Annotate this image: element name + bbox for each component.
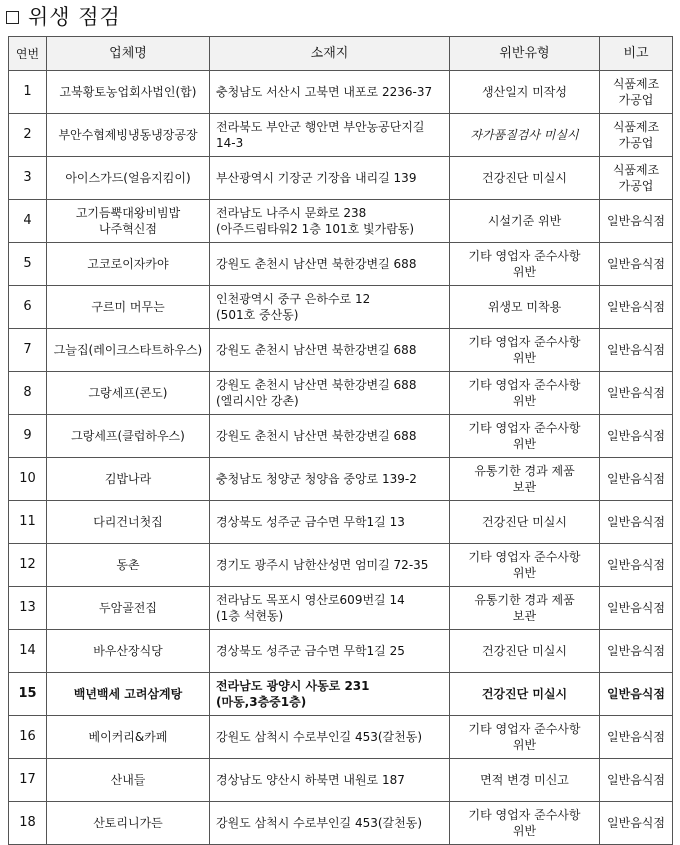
table-row — [9, 802, 673, 845]
cell-no: 2 — [9, 114, 47, 157]
header-name: 업체명 — [47, 37, 210, 71]
cell-address: 경상남도 양산시 하북면 내원로 187 — [210, 759, 450, 802]
cell-violation: 건강진단 미실시 — [450, 673, 600, 716]
cell-address: 경상북도 성주군 금수면 무학1길 13 — [210, 501, 450, 544]
cell-address: 인천광역시 중구 은하수로 12 (501호 중산동) — [210, 286, 450, 329]
cell-violation: 기타 영업자 준수사항 위반 — [450, 372, 600, 415]
cell-business-name: 백년백세 고려삼계탕 — [47, 673, 210, 716]
table-header-row — [9, 37, 673, 71]
cell-note: 일반음식점 — [600, 673, 673, 716]
cell-note: 일반음식점 — [600, 716, 673, 759]
cell-no: 9 — [9, 415, 47, 458]
cell-no: 5 — [9, 243, 47, 286]
cell-no: 8 — [9, 372, 47, 415]
cell-violation: 생산일지 미작성 — [450, 71, 600, 114]
cell-violation: 면적 변경 미신고 — [450, 759, 600, 802]
table-row — [9, 458, 673, 501]
cell-address: 강원도 춘천시 남산면 북한강변길 688 — [210, 415, 450, 458]
table-row — [9, 673, 673, 716]
table-row — [9, 759, 673, 802]
cell-business-name: 산내들 — [47, 759, 210, 802]
cell-address: 강원도 춘천시 남산면 북한강변길 688 (엘리시안 강촌) — [210, 372, 450, 415]
cell-no: 10 — [9, 458, 47, 501]
table-row — [9, 544, 673, 587]
table-row — [9, 114, 673, 157]
cell-business-name: 고코로이자카야 — [47, 243, 210, 286]
cell-address: 충청남도 서산시 고북면 내포로 2236-37 — [210, 71, 450, 114]
cell-violation: 유통기한 경과 제품 보관 — [450, 458, 600, 501]
table-row — [9, 243, 673, 286]
cell-violation: 자가품질검사 미실시 — [450, 114, 600, 157]
table-row — [9, 372, 673, 415]
header-address: 소재지 — [210, 37, 450, 71]
cell-violation: 건강진단 미실시 — [450, 501, 600, 544]
cell-business-name: 부안수협제빙냉동냉장공장 — [47, 114, 210, 157]
cell-note: 일반음식점 — [600, 630, 673, 673]
cell-no: 1 — [9, 71, 47, 114]
table-row — [9, 716, 673, 759]
cell-business-name: 고북황토농업회사법인(합) — [47, 71, 210, 114]
header-note: 비고 — [600, 37, 673, 71]
cell-business-name: 김밥나라 — [47, 458, 210, 501]
cell-address: 전라남도 나주시 문화로 238 (아주드림타워2 1층 101호 빛가람동) — [210, 200, 450, 243]
table-row — [9, 71, 673, 114]
cell-note: 일반음식점 — [600, 544, 673, 587]
table-row — [9, 200, 673, 243]
table-row — [9, 415, 673, 458]
table-row — [9, 587, 673, 630]
cell-note: 일반음식점 — [600, 372, 673, 415]
cell-no: 18 — [9, 802, 47, 845]
cell-no: 14 — [9, 630, 47, 673]
cell-address: 경기도 광주시 남한산성면 엄미길 72-35 — [210, 544, 450, 587]
cell-note: 일반음식점 — [600, 802, 673, 845]
cell-violation: 시설기준 위반 — [450, 200, 600, 243]
cell-note: 일반음식점 — [600, 458, 673, 501]
cell-business-name: 바우산장식당 — [47, 630, 210, 673]
checkbox-square-icon — [6, 11, 19, 24]
cell-no: 16 — [9, 716, 47, 759]
table-row — [9, 630, 673, 673]
cell-no: 7 — [9, 329, 47, 372]
cell-note: 식품제조 가공업 — [600, 71, 673, 114]
cell-no: 17 — [9, 759, 47, 802]
cell-violation: 기타 영업자 준수사항 위반 — [450, 415, 600, 458]
cell-address: 강원도 춘천시 남산면 북한강변길 688 — [210, 329, 450, 372]
cell-violation: 건강진단 미실시 — [450, 157, 600, 200]
header-violation: 위반유형 — [450, 37, 600, 71]
cell-business-name: 그늘집(레이크스타트하우스) — [47, 329, 210, 372]
cell-note: 식품제조 가공업 — [600, 114, 673, 157]
cell-note: 일반음식점 — [600, 243, 673, 286]
cell-address: 충청남도 청양군 청양읍 중앙로 139-2 — [210, 458, 450, 501]
cell-business-name: 아이스가드(얼음지킴이) — [47, 157, 210, 200]
table-row — [9, 157, 673, 200]
cell-business-name: 구르미 머무는 — [47, 286, 210, 329]
cell-violation: 기타 영업자 준수사항 위반 — [450, 544, 600, 587]
cell-no: 11 — [9, 501, 47, 544]
page-title-text: 위생 점검 — [28, 5, 121, 29]
cell-business-name: 산토리니가든 — [47, 802, 210, 845]
cell-address: 경상북도 성주군 금수면 무학1길 25 — [210, 630, 450, 673]
cell-address: 전라남도 광양시 사동로 231 (마동,3층중1층) — [210, 673, 450, 716]
cell-no: 13 — [9, 587, 47, 630]
cell-violation: 기타 영업자 준수사항 위반 — [450, 243, 600, 286]
cell-address: 강원도 춘천시 남산면 북한강변길 688 — [210, 243, 450, 286]
cell-address: 강원도 삼척시 수로부인길 453(갈천동) — [210, 802, 450, 845]
cell-no: 15 — [9, 673, 47, 716]
cell-violation: 유통기한 경과 제품 보관 — [450, 587, 600, 630]
cell-note: 일반음식점 — [600, 329, 673, 372]
cell-note: 일반음식점 — [600, 415, 673, 458]
table-row — [9, 329, 673, 372]
cell-business-name: 베이커리&카페 — [47, 716, 210, 759]
cell-no: 12 — [9, 544, 47, 587]
cell-violation: 위생모 미착용 — [450, 286, 600, 329]
cell-address: 부산광역시 기장군 기장읍 내리길 139 — [210, 157, 450, 200]
cell-business-name: 고기듬뿍대왕비빔밥 나주혁신점 — [47, 200, 210, 243]
cell-no: 6 — [9, 286, 47, 329]
cell-violation: 기타 영업자 준수사항 위반 — [450, 802, 600, 845]
table-row — [9, 286, 673, 329]
cell-no: 3 — [9, 157, 47, 200]
cell-note: 식품제조 가공업 — [600, 157, 673, 200]
header-no: 연번 — [9, 37, 47, 71]
page-title — [6, 0, 121, 32]
cell-business-name: 동촌 — [47, 544, 210, 587]
cell-violation: 건강진단 미실시 — [450, 630, 600, 673]
inspection-table — [8, 36, 673, 845]
cell-note: 일반음식점 — [600, 501, 673, 544]
cell-business-name: 두암골전집 — [47, 587, 210, 630]
cell-no: 4 — [9, 200, 47, 243]
cell-address: 전라남도 목포시 영산로609번길 14 (1층 석현동) — [210, 587, 450, 630]
cell-violation: 기타 영업자 준수사항 위반 — [450, 716, 600, 759]
cell-address: 강원도 삼척시 수로부인길 453(갈천동) — [210, 716, 450, 759]
table-body — [9, 71, 673, 845]
cell-address: 전라북도 부안군 행안면 부안농공단지길 14-3 — [210, 114, 450, 157]
cell-note: 일반음식점 — [600, 200, 673, 243]
cell-note: 일반음식점 — [600, 286, 673, 329]
cell-business-name: 다리건너첫집 — [47, 501, 210, 544]
cell-violation: 기타 영업자 준수사항 위반 — [450, 329, 600, 372]
cell-note: 일반음식점 — [600, 759, 673, 802]
table-row — [9, 501, 673, 544]
cell-note: 일반음식점 — [600, 587, 673, 630]
cell-business-name: 그랑세프(클럽하우스) — [47, 415, 210, 458]
cell-business-name: 그랑세프(콘도) — [47, 372, 210, 415]
